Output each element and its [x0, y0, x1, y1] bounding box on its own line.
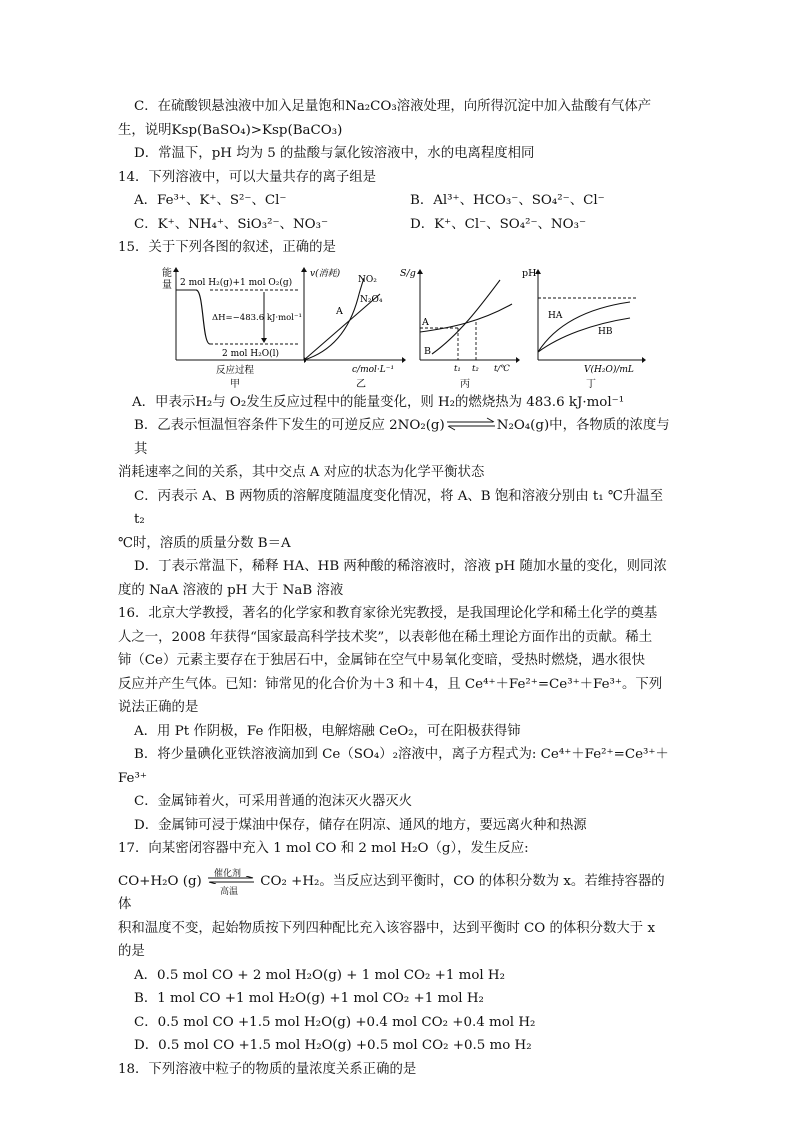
q17-option-a: A．0.5 mol CO + 2 mol H₂O(g) + 1 mol CO₂ +1 mol H₂ [134, 967, 505, 983]
q17-eq-left: CO+H₂O (g) [118, 873, 202, 889]
q15-option-a: A．甲表示H₂与 O₂发生反应过程中的能量变化，则 H₂的燃烧热为 483.6 kJ·mol⁻¹ [132, 394, 625, 410]
ding-ha-label: HA [548, 310, 563, 321]
q14-option-b: B．Al³⁺、HCO₃⁻、SO₄²⁻、Cl⁻ [410, 193, 605, 208]
yi-xlabel: c/mol·L⁻¹ [352, 364, 395, 375]
figure-bing [400, 264, 524, 389]
q15-option-d-line2: 度的 NaA 溶液的 pH 大于 NaB 溶液 [118, 582, 344, 598]
ding-xlabel: V(H₂O)/mL [584, 364, 634, 375]
q14-option-a: A．Fe³⁺、K⁺、S²⁻、Cl⁻ [134, 193, 287, 208]
q16-line2: 人之一，2008 年获得“国家最高科学技术奖”，以表彰他在稀土理论方面作出的贡献。稀土 [118, 629, 653, 645]
figure-jia [156, 264, 306, 389]
q17-option-c: C．0.5 mol CO +1.5 mol H₂O(g) +0.4 mol CO₂ +0.4 mol H₂ [134, 1014, 536, 1030]
q16-line5: 说法正确的是 [118, 700, 199, 715]
q16-line3: 铈（Ce）元素主要存在于独居石中，金属铈在空气中易氧化变暗，受热时燃烧，遇水很快 [118, 653, 646, 668]
q16-option-b-line2: Fe³⁺ [118, 770, 147, 786]
jia-ylabel-1: 能 [162, 267, 172, 279]
bing-ylabel: S/g [400, 267, 416, 279]
q18-stem: 18．下列溶液中粒子的物质的量浓度关系正确的是 [118, 1061, 417, 1077]
q17-stem: 17．向某密闭容器中充入 1 mol CO 和 2 mol H₂O（g），发生反应: [118, 841, 529, 856]
q17-line2: 积和温度不变，起始物质按下列四种配比充入该容器中，达到平衡时 CO 的体积分数大于 x [118, 920, 655, 936]
reversible-arrow-icon [445, 417, 497, 431]
q17-option-b: B．1 mol CO +1 mol H₂O(g) +1 mol CO₂ +1 mol H₂ [134, 991, 484, 1006]
jia-xlabel: 反应过程 [216, 364, 255, 376]
q16-option-d: D．金属铈可浸于煤油中保存，储存在阴凉、通风的地方，要远离火种和热源 [134, 817, 587, 833]
q16-option-a: A．用 Pt 作阴极，Fe 作阳极，电解熔融 CeO₂，可在阳极获得铈 [134, 723, 521, 739]
jia-bottom-label: 2 mol H₂O(l) [222, 348, 280, 359]
jia-caption: 甲 [230, 378, 240, 389]
q17-equation-line [118, 867, 678, 917]
q14-option-d: D．K⁺、Cl⁻、SO₄²⁻、NO₃⁻ [410, 216, 587, 232]
q15-option-d-line1: D．丁表示常温下，稀释 HA、HB 两种酸的稀溶液时，溶液 pH 随加水量的变化，则同浓 [134, 559, 667, 574]
bing-b-label: B [424, 345, 431, 357]
q17-line3: 的是 [118, 944, 145, 959]
ding-hb-label: HB [598, 326, 613, 337]
q17-eq-right: CO₂ +H₂。当反应达到平衡时，CO 的体积分数为 x。若维持容器的体 [118, 873, 665, 912]
bing-xlabel: t/℃ [494, 363, 510, 374]
figure-ding [518, 264, 648, 389]
jia-dh-label: ΔH=−483.6 kJ·mol⁻¹ [212, 312, 302, 323]
q16-line4: 反应并产生气体。已知：铈常见的化合价为＋3 和＋4，且 Ce⁴⁺＋Fe²⁺=Ce³⁺＋Fe³⁺。下列 [118, 676, 663, 692]
catalyst-label: 催化剂 [214, 868, 242, 879]
ding-caption: 丁 [586, 378, 596, 389]
q13-option-c-line2: 生，说明Ksp(BaSO₄)>Ksp(BaCO₃) [118, 122, 343, 138]
yi-ylabel: v(消耗) [310, 268, 341, 279]
yi-n2o4-label: N₂O₄ [360, 294, 383, 305]
yi-caption: 乙 [356, 378, 366, 389]
q15-stem: 15．关于下列各图的叙述，正确的是 [118, 240, 336, 255]
bing-t2-label: t₂ [472, 363, 479, 374]
q16-option-b-line1: B．将少量碘化亚铁溶液滴加到 Ce（SO₄）₂溶液中，离子方程式为: Ce⁴⁺＋Fe²⁺=Ce³⁺＋ [134, 747, 669, 762]
ding-ylabel: pH [522, 267, 537, 279]
q14-options-row1 [118, 189, 678, 213]
q15-figures [118, 264, 678, 389]
bing-a-label: A [422, 316, 429, 328]
q14-option-c: C．K⁺、NH₄⁺、SiO₃²⁻、NO₃⁻ [134, 216, 329, 232]
q14-options-row2 [118, 213, 678, 237]
yi-no2-label: NO₂ [358, 274, 377, 285]
q17-option-d: D．0.5 mol CO +1.5 mol H₂O(g) +0.5 mol CO₂ +0.5 mo H₂ [134, 1038, 532, 1053]
exam-page [118, 95, 678, 1081]
yi-point-a: A [336, 305, 343, 317]
q15-option-c-line2: ℃时，溶质的质量分数 B＝A [118, 535, 291, 551]
q13-option-c-line1: C．在硫酸钡悬浊液中加入足量饱和Na₂CO₃溶液处理，向所得沉淀中加入盐酸有气体产 [134, 99, 652, 114]
jia-top-label: 2 mol H₂(g)+1 mol O₂(g) [180, 277, 293, 288]
jia-ylabel-2: 量 [162, 279, 172, 291]
q15-option-b-part1: B．乙表示恒温恒容条件下发生的可逆反应 2NO₂(g) [134, 418, 445, 433]
q15-option-b-line2: 消耗速率之间的关系，其中交点 A 对应的状态为化学平衡状态 [118, 465, 485, 480]
catalyst-arrow [206, 867, 256, 897]
bing-t1-label: t₁ [454, 363, 461, 374]
q15-option-c-line1: C．丙表示 A、B 两物质的溶解度随温度变化情况，将 A、B 饱和溶液分别由 t₁ ℃升温至 t₂ [134, 488, 664, 527]
q15-option-b-part2: N₂O₄(g)中，各物质的浓度与其 [134, 418, 670, 457]
figure-yi [296, 264, 408, 389]
q16-line1: 16．北京大学教授，著名的化学家和教育家徐光宪教授，是我国理论化学和稀土化学的奠基 [118, 606, 658, 621]
q14-stem: 14．下列溶液中，可以大量共存的离子组是 [118, 169, 377, 185]
q15-option-b-line1 [118, 414, 678, 461]
condition-label: 高温 [220, 886, 239, 897]
bing-caption: 丙 [460, 378, 470, 389]
q16-option-c: C．金属铈着火，可采用普通的泡沫灭火器灭火 [134, 794, 413, 809]
q13-option-d: D．常温下，pH 均为 5 的盐酸与氯化铵溶液中，水的电离程度相同 [134, 146, 535, 161]
